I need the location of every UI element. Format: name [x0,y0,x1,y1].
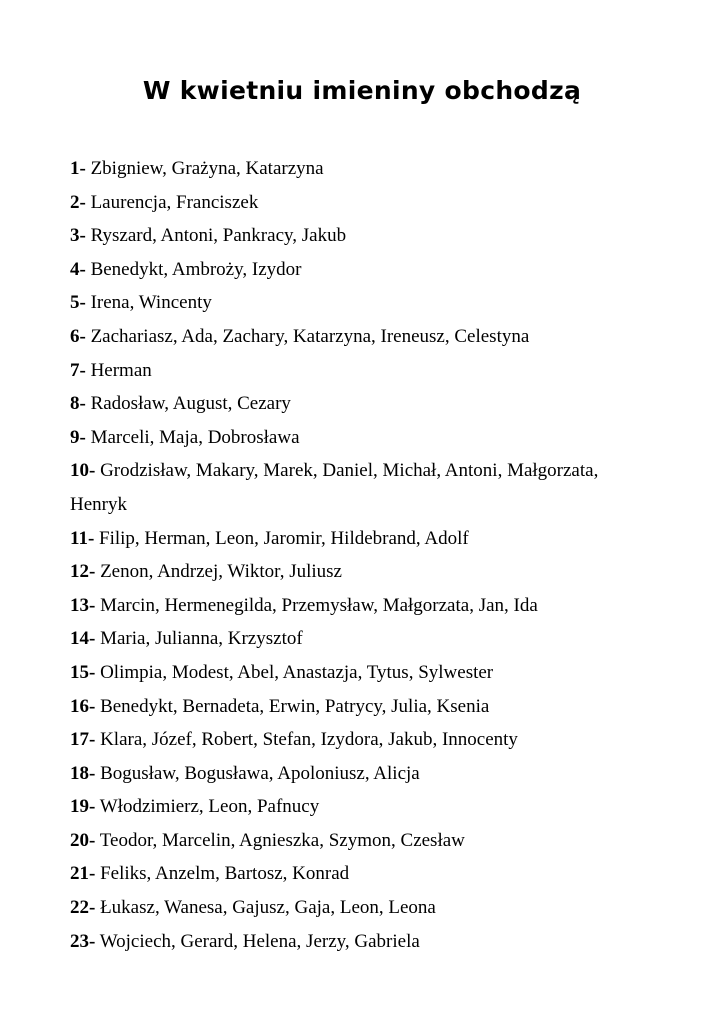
names-text: Wojciech, Gerard, Helena, Jerzy, Gabriela [95,930,420,952]
day-number: 11- [70,527,95,549]
day-number: 2- [70,191,86,213]
list-item [70,925,670,959]
names-text: Łukasz, Wanesa, Gajusz, Gaja, Leon, Leona [95,897,436,919]
list-item [70,454,670,488]
names-text: Filip, Herman, Leon, Jaromir, Hildebrand, Adolf [94,527,469,549]
day-number: 17- [70,729,96,751]
list-item [70,891,670,925]
day-number: 1- [70,158,86,179]
day-number: 8- [70,393,86,415]
list-item [70,488,670,522]
names-text: Olimpia, Modest, Abel, Anastazja, Tytus, Sylwester [95,661,494,683]
list-item [70,354,670,388]
list-item [70,555,670,589]
names-text: Klara, Józef, Robert, Stefan, Izydora, Jakub, Innocenty [95,729,518,751]
names-text: Maria, Julianna, Krzysztof [95,628,303,650]
list-item [70,320,670,354]
list-item [70,421,670,455]
names-text: Włodzimierz, Leon, Pafnucy [95,796,320,818]
day-number: 4- [70,258,86,280]
day-number: 23- [70,930,96,952]
names-text: Benedykt, Ambroży, Izydor [85,258,302,280]
list-item [70,824,670,858]
names-text: Bogusław, Bogusława, Apoloniusz, Alicja [95,762,420,784]
names-text: Marceli, Maja, Dobrosława [85,426,300,448]
day-number: 15- [70,661,96,683]
list-item [70,790,670,824]
names-text: Ryszard, Antoni, Pankracy, Jakub [85,225,347,247]
list-item [70,387,670,421]
list-item [70,186,670,220]
day-number: 21- [70,863,96,885]
day-number: 19- [70,796,96,818]
day-number: 6- [70,325,86,347]
names-text: Zachariasz, Ada, Zachary, Katarzyna, Ireneusz, Celestyna [85,325,530,347]
day-number: 10- [70,460,96,482]
list-item [70,522,670,556]
list-item [70,219,670,253]
list-item [70,857,670,891]
names-text: Benedykt, Bernadeta, Erwin, Patrycy, Julia, Ksenia [95,695,490,717]
list-item [70,757,670,791]
list-item [70,253,670,287]
day-number: 14- [70,628,96,650]
names-text: Zenon, Andrzej, Wiktor, Juliusz [95,561,342,583]
names-text: Marcin, Hermenegilda, Przemysław, Małgorzata, Jan, Ida [95,594,538,616]
day-number: 22- [70,897,96,919]
day-number: 13- [70,594,96,616]
day-number: 18- [70,762,96,784]
names-text: Feliks, Anzelm, Bartosz, Konrad [95,863,350,885]
names-text: Teodor, Marcelin, Agnieszka, Szymon, Czesław [95,829,465,851]
list-item [70,589,670,623]
names-text: Herman [85,359,152,381]
day-number: 12- [70,561,96,583]
list-item [70,286,670,320]
day-number: 20- [70,829,96,851]
day-number: 3- [70,225,86,247]
list-item [70,723,670,757]
names-text: Irena, Wincenty [85,292,212,314]
day-number: 7- [70,359,86,381]
list-item [70,622,670,656]
list-item [70,152,670,186]
names-text: Grodzisław, Makary, Marek, Daniel, Michał, Antoni, Małgorzata, [95,460,599,482]
names-text: Zbigniew, Grażyna, Katarzyna [85,158,324,179]
list-item [70,690,670,724]
day-number: 5- [70,292,86,314]
names-text: Radosław, August, Cezary [85,393,291,415]
day-number: 16- [70,695,96,717]
name-day-list [70,152,670,958]
names-text: Henryk [70,493,127,515]
names-text: Laurencja, Franciszek [85,191,259,213]
day-number: 9- [70,426,86,448]
list-item [70,656,670,690]
page-title: W kwietniu imieniny obchodzą [142,76,582,105]
